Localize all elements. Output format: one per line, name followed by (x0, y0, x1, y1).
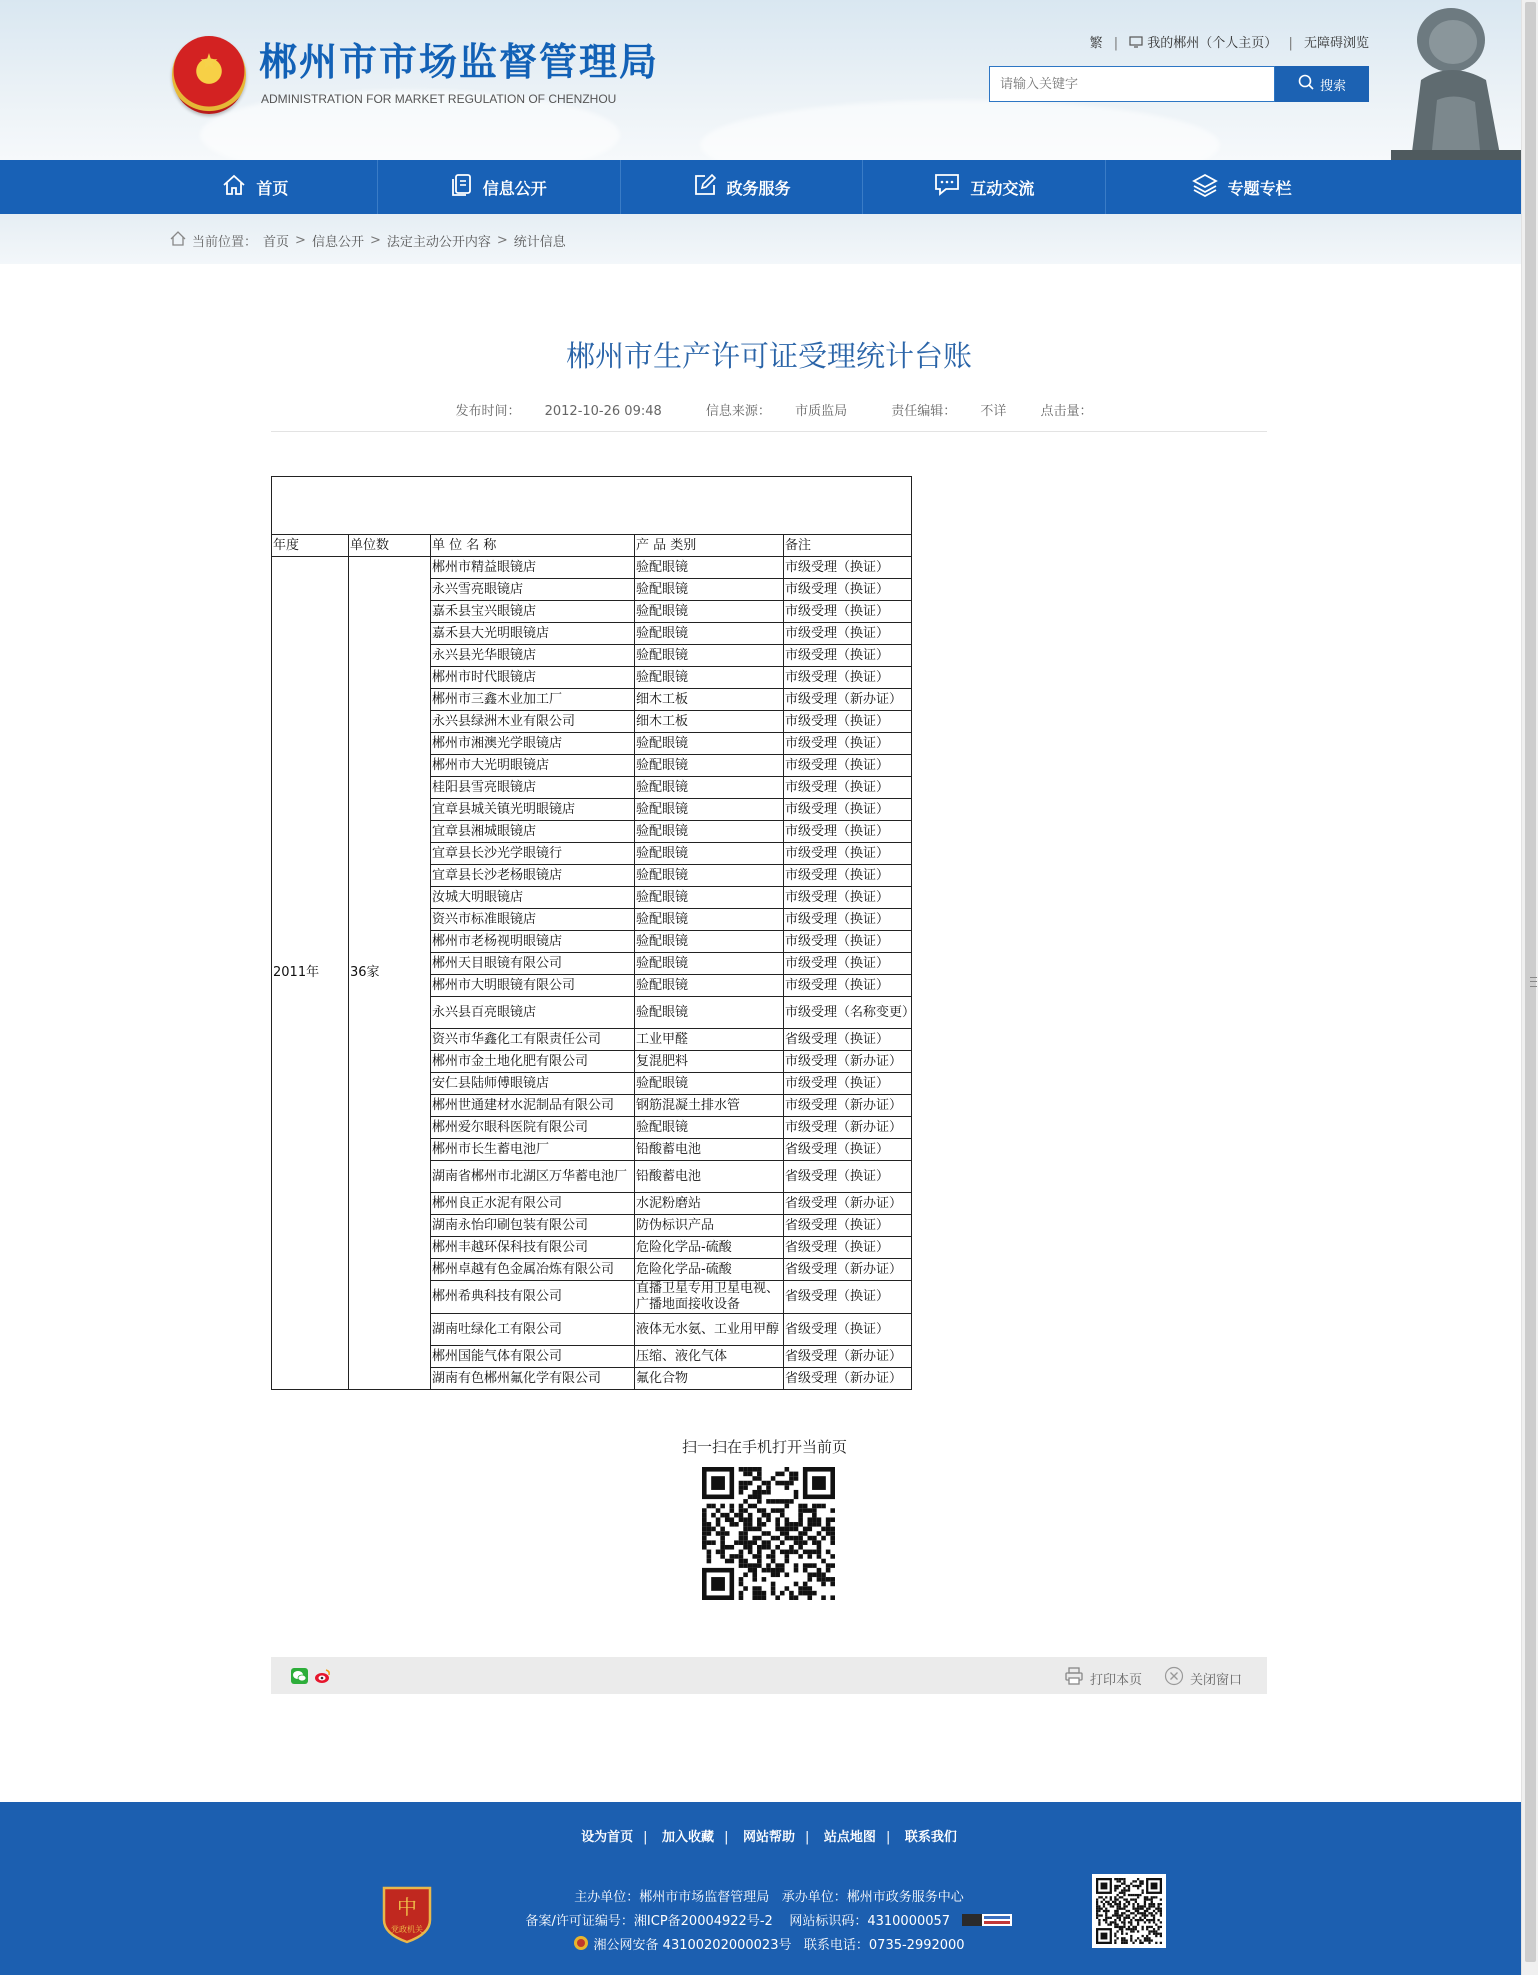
table-header-row (272, 535, 912, 557)
layers-icon (1192, 173, 1218, 201)
search-button-label: 搜索 (1319, 78, 1346, 94)
footer-links: 设为首页 | 加入收藏 | 网站帮助 | 站点地图 | 联系我们 (581, 1830, 957, 1845)
product-type-cell: 验配眼镜 (635, 997, 784, 1029)
remarks-cell: 省级受理（换证） (784, 1215, 912, 1237)
svg-text:党政机关: 党政机关 (391, 1925, 423, 1934)
year-cell: 2011年 (272, 557, 349, 1390)
unit-name-cell: 郴州市湘澳光学眼镜店 (431, 733, 635, 755)
unit-name-cell: 郴州良正水泥有限公司 (431, 1193, 635, 1215)
article-meta: 发布时间： 2012-10-26 09:48 信息来源： 市质监局 责任编辑： 不详 点击量： (455, 404, 1093, 419)
product-type-cell: 验配眼镜 (635, 755, 784, 777)
product-type-cell: 危险化学品-硫酸 (635, 1259, 784, 1281)
home-outline-icon (170, 231, 186, 250)
nav-interaction[interactable]: 互动交流 (863, 160, 1106, 214)
close-circle-icon (1164, 1666, 1184, 1690)
product-type-cell: 验配眼镜 (635, 975, 784, 997)
accessible-browse-link[interactable]: 无障碍浏览 (1303, 36, 1369, 51)
footer-host-line: 主办单位：郴州市市场监督管理局 承办单位：郴州市政务服务中心 (574, 1890, 964, 1905)
product-type-cell: 细木工板 (635, 689, 784, 711)
product-type-cell: 验配眼镜 (635, 843, 784, 865)
remarks-cell: 市级受理（换证） (784, 843, 912, 865)
site-header (0, 0, 1521, 160)
remarks-cell: 省级受理（换证） (784, 1161, 912, 1193)
product-type-cell: 细木工板 (635, 711, 784, 733)
unit-name-cell: 湖南永怡印刷包装有限公司 (431, 1215, 635, 1237)
remarks-cell: 市级受理（换证） (784, 909, 912, 931)
click-count-label: 点击量： (1040, 404, 1093, 419)
remarks-cell: 省级受理（换证） (784, 1314, 912, 1346)
unit-name-cell: 资兴市标准眼镜店 (431, 909, 635, 931)
breadcrumb-statistics[interactable]: 统计信息 (513, 235, 566, 250)
unit-name-cell: 宜章县城关镇光明眼镜店 (431, 799, 635, 821)
remarks-cell: 市级受理（换证） (784, 601, 912, 623)
footer-link-sitemap[interactable]: 站点地图 (823, 1830, 876, 1845)
product-type-cell: 直播卫星专用卫星电视、广播地面接收设备 (635, 1281, 784, 1314)
search-bar (989, 66, 1369, 102)
header-count: 单位数 (349, 535, 431, 557)
remarks-cell: 市级受理（换证） (784, 733, 912, 755)
footer-link-bookmark[interactable]: 加入收藏 (662, 1830, 715, 1845)
product-type-cell: 防伪标识产品 (635, 1215, 784, 1237)
footer-qr-code (1092, 1874, 1166, 1948)
unit-name-cell: 郴州丰越环保科技有限公司 (431, 1237, 635, 1259)
qr-label: 扫一扫在手机打开当前页 (682, 1438, 848, 1456)
unit-name-cell: 郴州市精益眼镜店 (431, 557, 635, 579)
remarks-cell: 市级受理（换证） (784, 865, 912, 887)
remarks-cell: 市级受理（新办证） (784, 1095, 912, 1117)
main-nav (0, 160, 1521, 214)
svg-text:中: 中 (397, 1895, 417, 1919)
remarks-cell: 省级受理（新办证） (784, 1259, 912, 1281)
breadcrumb-info-disclosure[interactable]: 信息公开 (311, 235, 364, 250)
unit-name-cell: 郴州市大明眼镜有限公司 (431, 975, 635, 997)
unit-name-cell: 永兴雪亮眼镜店 (431, 579, 635, 601)
unit-name-cell: 郴州市时代眼镜店 (431, 667, 635, 689)
header-remarks: 备注 (784, 535, 912, 557)
product-type-cell: 验配眼镜 (635, 623, 784, 645)
remarks-cell: 省级受理（换证） (784, 1139, 912, 1161)
remarks-cell: 市级受理（换证） (784, 887, 912, 909)
remarks-cell: 省级受理（新办证） (784, 1193, 912, 1215)
unit-name-cell: 郴州卓越有色金属冶炼有限公司 (431, 1259, 635, 1281)
nav-home[interactable]: 首页 (134, 160, 378, 214)
page-scrollbar[interactable] (1521, 0, 1538, 1975)
police-record[interactable]: 湘公网安备 43100202000023号 (593, 1938, 792, 1953)
product-type-cell: 工业甲醛 (635, 1029, 784, 1051)
remarks-cell: 市级受理（换证） (784, 931, 912, 953)
icp-number[interactable]: 湘ICP备20004922号-2 (633, 1914, 773, 1929)
scrollbar-thumb[interactable] (1525, 2, 1536, 1962)
unit-name-cell: 宜章县湘城眼镜店 (431, 821, 635, 843)
product-type-cell: 验配眼镜 (635, 821, 784, 843)
product-type-cell: 氟化合物 (635, 1368, 784, 1390)
product-type-cell: 验配眼镜 (635, 865, 784, 887)
document-icon (451, 173, 473, 201)
unit-name-cell: 郴州天目眼镜有限公司 (431, 953, 635, 975)
product-type-cell: 危险化学品-硫酸 (635, 1237, 784, 1259)
breadcrumb-statutory[interactable]: 法定主动公开内容 (386, 235, 491, 250)
remarks-cell: 市级受理（换证） (784, 579, 912, 601)
remarks-cell: 市级受理（换证） (784, 557, 912, 579)
unit-name-cell: 安仁县陆师傅眼镜店 (431, 1073, 635, 1095)
printer-icon (1064, 1666, 1084, 1690)
breadcrumb-home[interactable]: 首页 (263, 235, 290, 250)
header-unit-name: 单 位 名 称 (431, 535, 635, 557)
product-type-cell: 验配眼镜 (635, 645, 784, 667)
unit-name-cell: 湖南省郴州市北湖区万华蓄电池厂 (431, 1161, 635, 1193)
product-type-cell: 验配眼镜 (635, 667, 784, 689)
search-input[interactable] (989, 66, 1275, 102)
remarks-cell: 市级受理（换证） (784, 1073, 912, 1095)
share-icons (291, 1668, 331, 1688)
product-type-cell: 钢筋混凝土排水管 (635, 1095, 784, 1117)
product-type-cell: 验配眼镜 (635, 601, 784, 623)
site-subtitle: ADMINISTRATION FOR MARKET REGULATION OF CHENZHOU (261, 92, 617, 106)
product-type-cell: 验配眼镜 (635, 579, 784, 601)
chat-icon (934, 173, 960, 201)
info-source: 市质监局 (795, 404, 848, 419)
remarks-cell: 市级受理（换证） (784, 975, 912, 997)
remarks-cell: 市级受理（换证） (784, 623, 912, 645)
unit-name-cell: 湖南有色郴州氟化学有限公司 (431, 1368, 635, 1390)
unit-name-cell: 永兴县百亮眼镜店 (431, 997, 635, 1029)
footer-icp-line: 备案/许可证编号：湘ICP备20004922号-2 网站标识码：4310000057 (0, 1910, 1538, 1929)
product-type-cell: 验配眼镜 (635, 909, 784, 931)
edit-icon (693, 173, 717, 201)
remarks-cell: 省级受理（新办证） (784, 1368, 912, 1390)
remarks-cell: 省级受理（换证） (784, 1237, 912, 1259)
unit-name-cell: 永兴县绿洲木业有限公司 (431, 711, 635, 733)
site-title: 郴州市市场监督管理局 (259, 40, 660, 84)
traditional-chinese-link[interactable]: 繁 (1089, 36, 1103, 51)
police-badge-icon (573, 1935, 589, 1955)
product-type-cell: 验配眼镜 (635, 733, 784, 755)
product-type-cell: 压缩、液化气体 (635, 1346, 784, 1368)
unit-name-cell: 郴州市老杨视明眼镜店 (431, 931, 635, 953)
unit-name-cell: 郴州爱尔眼科医院有限公司 (431, 1117, 635, 1139)
unit-name-cell: 宜章县长沙老杨眼镜店 (431, 865, 635, 887)
top-links: 繁 | 我的郴州（个人主页） | 无障碍浏览 (1089, 36, 1369, 51)
breadcrumb: 当前位置： 首页 > 信息公开 > 法定主动公开内容 > 统计信息 (170, 231, 566, 250)
national-emblem-logo: ★ (172, 36, 246, 114)
unit-name-cell: 郴州市长生蓄电池厂 (431, 1139, 635, 1161)
close-window-button[interactable]: 关闭窗口 (1164, 1666, 1242, 1690)
article-toolbar (271, 1657, 1267, 1694)
search-icon (1298, 74, 1314, 94)
product-type-cell: 复混肥料 (635, 1051, 784, 1073)
remarks-cell: 市级受理（换证） (784, 755, 912, 777)
header-year: 年度 (272, 535, 349, 557)
breadcrumb-prefix: 当前位置： (192, 235, 258, 250)
remarks-cell: 市级受理（换证） (784, 799, 912, 821)
editor: 不详 (980, 404, 1007, 419)
remarks-cell: 市级受理（换证） (784, 667, 912, 689)
remarks-cell: 省级受理（换证） (784, 1029, 912, 1051)
product-type-cell: 验配眼镜 (635, 887, 784, 909)
footer-link-help[interactable]: 网站帮助 (742, 1830, 795, 1845)
unit-name-cell: 郴州市三鑫木业加工厂 (431, 689, 635, 711)
unit-name-cell: 郴州市金土地化肥有限公司 (431, 1051, 635, 1073)
footer-police-line: 湘公网安备 43100202000023号 联系电话：0735-2992000 (0, 1934, 1538, 1955)
cnzz-stat-icon[interactable] (962, 1914, 1012, 1926)
unit-name-cell: 汝城大明眼镜店 (431, 887, 635, 909)
nav-government-services[interactable]: 政务服务 (621, 160, 864, 214)
home-icon (222, 174, 246, 200)
remarks-cell: 市级受理（换证） (784, 953, 912, 975)
unit-name-cell: 郴州市大光明眼镜店 (431, 755, 635, 777)
product-type-cell: 验配眼镜 (635, 777, 784, 799)
unit-name-cell: 郴州国能气体有限公司 (431, 1346, 635, 1368)
unit-name-cell: 嘉禾县宝兴眼镜店 (431, 601, 635, 623)
unit-name-cell: 嘉禾县大光明眼镜店 (431, 623, 635, 645)
remarks-cell: 市级受理（换证） (784, 711, 912, 733)
publish-time: 2012-10-26 09:48 (544, 404, 662, 419)
search-button[interactable] (1275, 66, 1369, 102)
header-product-type: 产 品 类别 (635, 535, 784, 557)
unit-name-cell: 资兴市华鑫化工有限责任公司 (431, 1029, 635, 1051)
remarks-cell: 市级受理（换证） (784, 777, 912, 799)
footer-link-contact[interactable]: 联系我们 (904, 1830, 957, 1845)
product-type-cell: 验配眼镜 (635, 557, 784, 579)
unit-name-cell: 郴州希典科技有限公司 (431, 1281, 635, 1314)
remarks-cell: 省级受理（新办证） (784, 1346, 912, 1368)
product-type-cell: 验配眼镜 (635, 953, 784, 975)
table-row (272, 557, 912, 579)
remarks-cell: 省级受理（换证） (784, 1281, 912, 1314)
page-qr-code (702, 1467, 835, 1600)
unit-name-cell: 宜章县长沙光学眼镜行 (431, 843, 635, 865)
table-caption-blank (272, 477, 912, 535)
stone-lion-image (1371, 0, 1521, 160)
license-ledger-table (271, 476, 916, 1390)
footer-link-set-home[interactable]: 设为首页 (581, 1830, 634, 1845)
remarks-cell: 市级受理（换证） (784, 645, 912, 667)
product-type-cell: 液体无水氨、工业用甲醇 (635, 1314, 784, 1346)
site-footer (0, 1802, 1521, 1975)
remarks-cell: 市级受理（新办证） (784, 689, 912, 711)
product-type-cell: 验配眼镜 (635, 931, 784, 953)
remarks-cell: 市级受理（新办证） (784, 1117, 912, 1139)
unit-name-cell: 郴州世通建材水泥制品有限公司 (431, 1095, 635, 1117)
product-type-cell: 验配眼镜 (635, 1073, 784, 1095)
article-title: 郴州市生产许可证受理统计台账 (565, 339, 972, 373)
print-button[interactable]: 打印本页 (1064, 1666, 1142, 1690)
wechat-icon[interactable] (291, 1668, 308, 1688)
remarks-cell: 市级受理（新办证） (784, 1051, 912, 1073)
divider (271, 431, 1267, 432)
party-government-badge[interactable] (380, 1884, 434, 1944)
product-type-cell: 水泥粉磨站 (635, 1193, 784, 1215)
my-chenzhou-link[interactable]: 我的郴州（个人主页） (1147, 36, 1278, 51)
product-type-cell: 铅酸蓄电池 (635, 1139, 784, 1161)
weibo-icon[interactable] (314, 1668, 331, 1688)
unit-name-cell: 桂阳县雪亮眼镜店 (431, 777, 635, 799)
unit-name-cell: 湖南吐绿化工有限公司 (431, 1314, 635, 1346)
product-type-cell: 验配眼镜 (635, 1117, 784, 1139)
unit-name-cell: 永兴县光华眼镜店 (431, 645, 635, 667)
product-type-cell: 铅酸蓄电池 (635, 1161, 784, 1193)
product-type-cell: 验配眼镜 (635, 799, 784, 821)
count-cell: 36家 (349, 557, 431, 1390)
monitor-icon (1129, 36, 1143, 52)
remarks-cell: 市级受理（名称变更） (784, 997, 912, 1029)
remarks-cell: 市级受理（换证） (784, 821, 912, 843)
nav-info-disclosure[interactable]: 信息公开 (378, 160, 621, 214)
nav-special-topics[interactable]: 专题专栏 (1106, 160, 1377, 214)
